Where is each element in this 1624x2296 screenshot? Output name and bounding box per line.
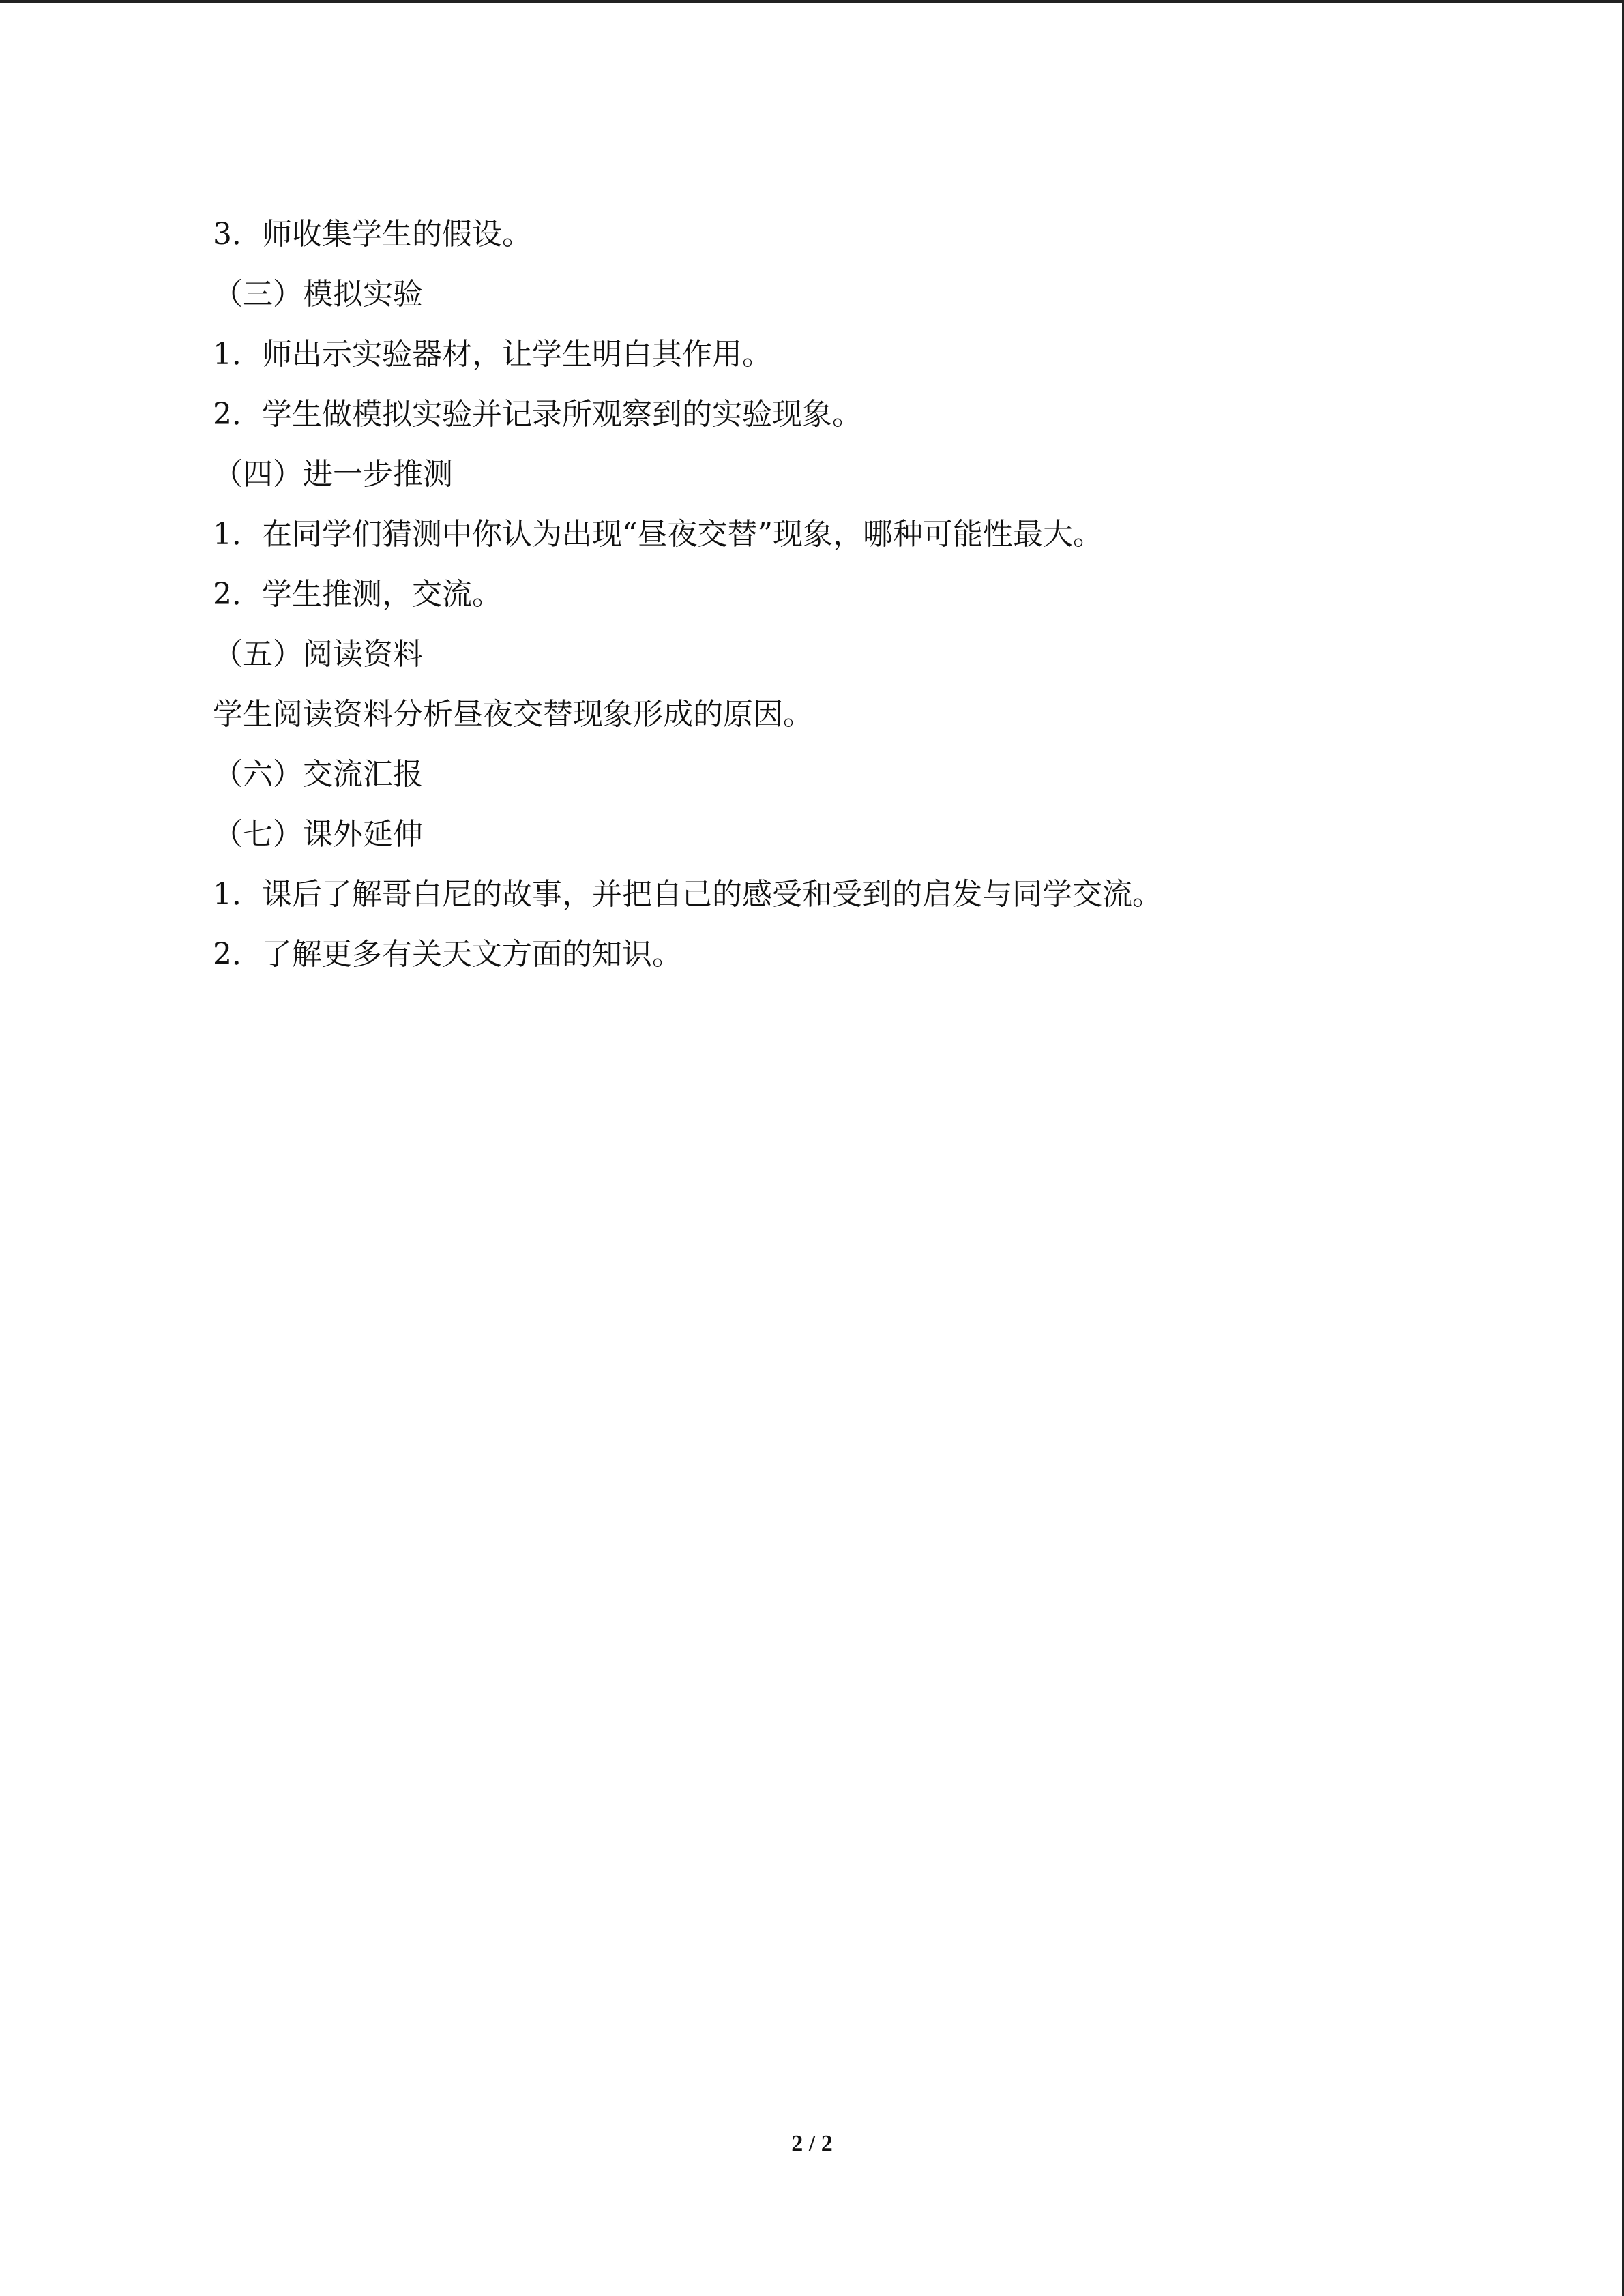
- section-heading: （三）模拟实验: [213, 277, 423, 312]
- list-item: 3．师收集学生的假设。: [213, 217, 532, 252]
- paragraph: 学生阅读资料分析昼夜交替现象形成的原因。: [213, 697, 813, 732]
- list-item: 2．学生推测，交流。: [213, 577, 502, 612]
- list-item: 1．在同学们猜测中你认为出现“昼夜交替”现象，哪种可能性最大。: [213, 517, 1103, 552]
- section-heading: （四）进一步推测: [213, 457, 453, 492]
- section-heading: （五）阅读资料: [213, 637, 423, 672]
- section-heading: （七）课外延伸: [213, 817, 423, 852]
- document-body: [213, 205, 1509, 985]
- page-number: 2 / 2: [791, 2131, 833, 2156]
- list-item: 2．学生做模拟实验并记录所观察到的实验现象。: [213, 397, 862, 432]
- section-heading: （六）交流汇报: [213, 757, 423, 792]
- list-item: 2．了解更多有关天文方面的知识。: [213, 937, 682, 972]
- list-item: 1．课后了解哥白尼的故事，并把自己的感受和受到的启发与同学交流。: [213, 877, 1162, 912]
- list-item: 1．师出示实验器材，让学生明白其作用。: [213, 337, 772, 372]
- page-border-top: [0, 0, 1624, 3]
